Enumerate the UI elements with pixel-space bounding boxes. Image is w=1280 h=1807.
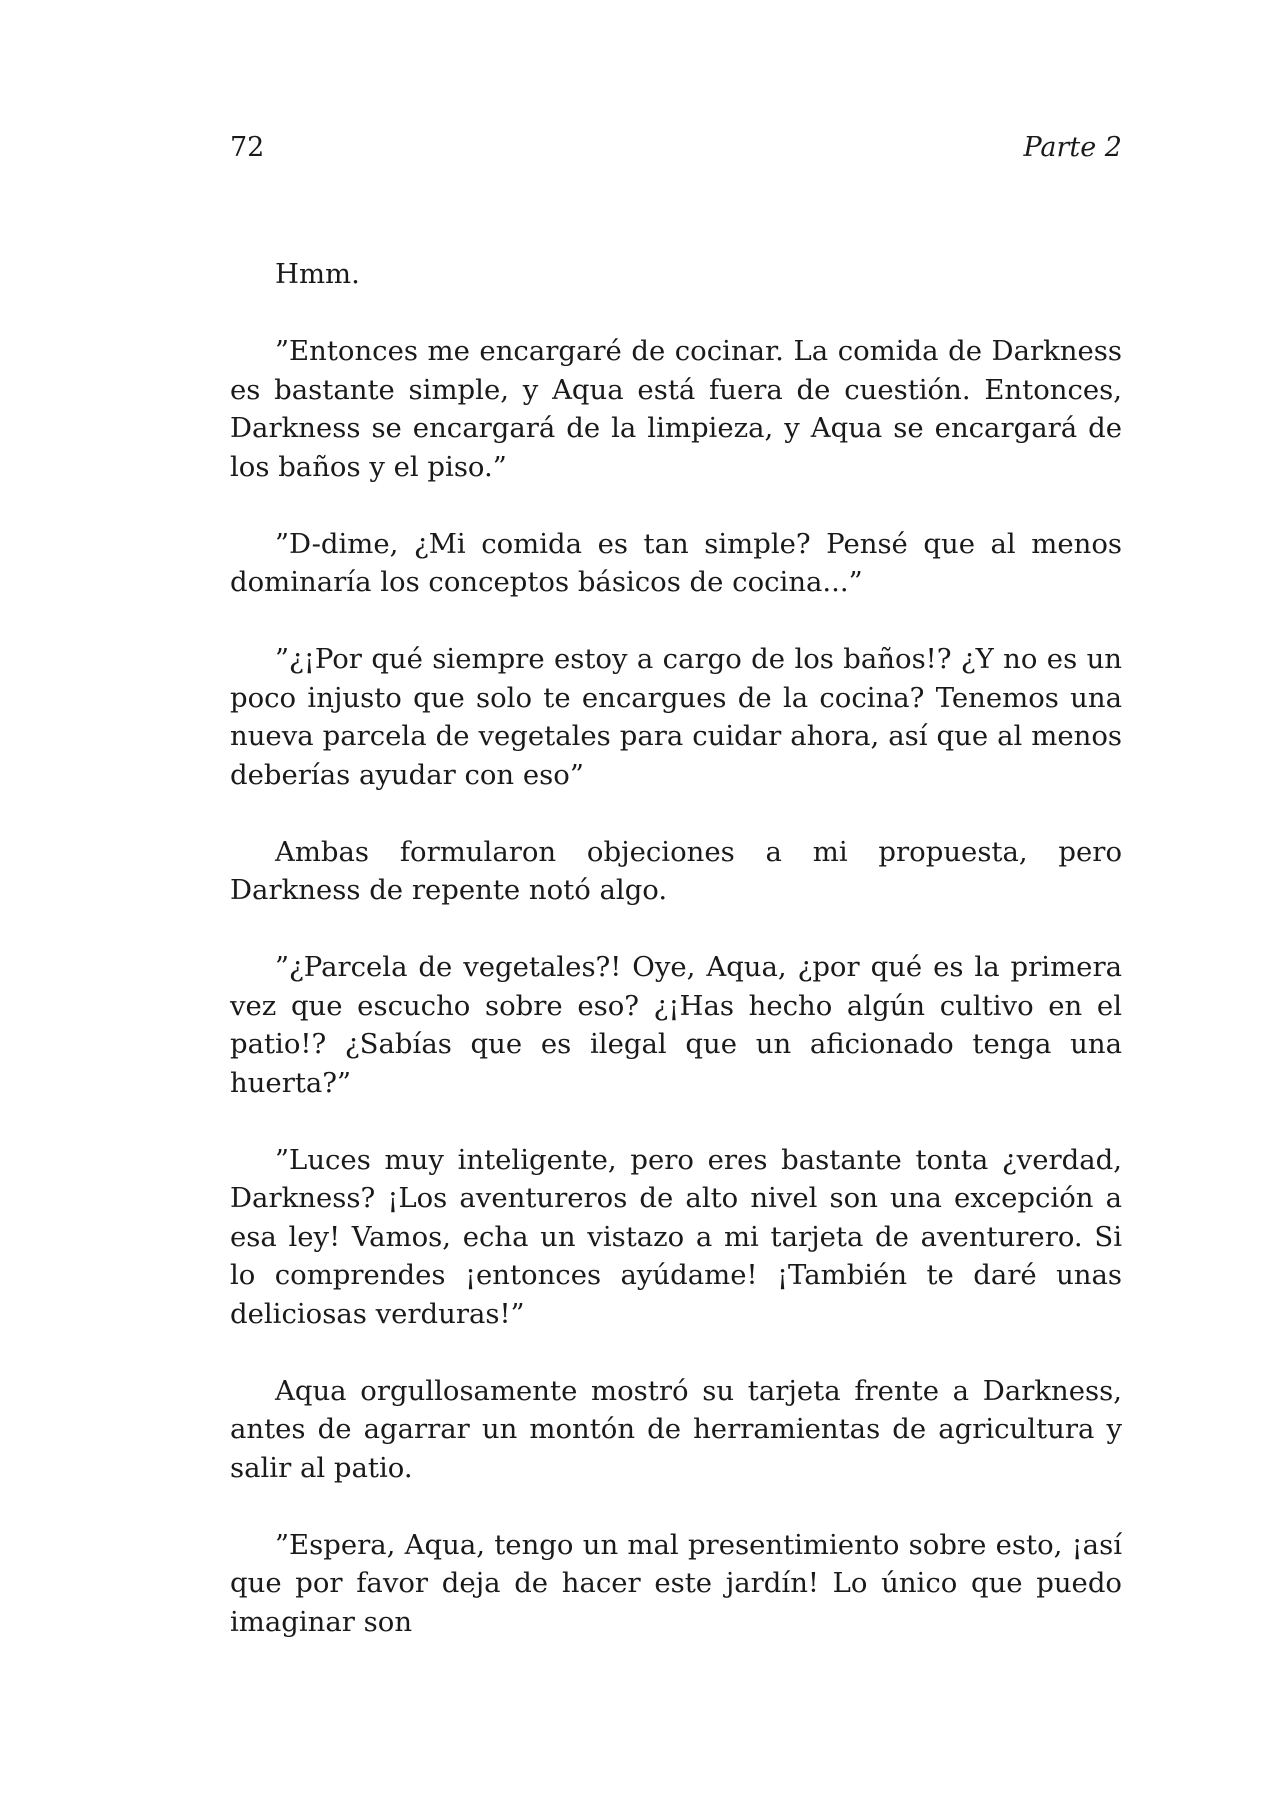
- paragraph: ”¿¡Por qué siempre estoy a cargo de los baños!? ¿Y no es un poco injusto que solo te encargues de la cocina? Tenemos una nueva parcela de vegetales para cuidar ahora, así que al menos deberías ayudar con eso”: [230, 643, 1122, 791]
- paragraph: ”Entonces me encargaré de cocinar. La comida de Darkness es bastante simple, y Aqua está fuera de cuestión. Entonces, Darkness se encargará de la limpieza, y Aqua se encargará de los baños y el piso.”: [230, 335, 1122, 483]
- paragraph: ”Luces muy inteligente, pero eres bastante tonta ¿verdad, Darkness? ¡Los aventureros de alto nivel son una excepción a esa ley! Vamos, echa un vistazo a mi tarjeta de aventurero. Si lo comprendes ¡entonces ayúdame! ¡También te daré unas deliciosas verduras!”: [230, 1143, 1122, 1330]
- paragraph: ”D-dime, ¿Mi comida es tan simple? Pensé que al menos dominaría los conceptos básicos de cocina...”: [230, 527, 1122, 598]
- running-head: Parte 2: [1023, 132, 1122, 163]
- paragraph: Ambas formularon objeciones a mi propuesta, pero Darkness de repente notó algo.: [230, 835, 1122, 906]
- page-number: 72: [230, 132, 265, 163]
- paragraph: Hmm.: [275, 258, 360, 290]
- paragraph: ”Espera, Aqua, tengo un mal presentimiento sobre esto, ¡así que por favor deja de hacer este jardín! Lo único que puedo imaginar son: [230, 1528, 1122, 1638]
- page-header: [230, 128, 1122, 168]
- paragraph: Aqua orgullosamente mostró su tarjeta frente a Darkness, antes de agarrar un montón de herramientas de agricultura y salir al patio.: [230, 1374, 1122, 1484]
- paragraph: ”¿Parcela de vegetales?! Oye, Aqua, ¿por qué es la primera vez que escucho sobre eso? ¿¡Has hecho algún cultivo en el patio!? ¿Sabías que es ilegal que un aficionado tenga una huerta?”: [230, 951, 1122, 1099]
- body-text: [230, 255, 1122, 1641]
